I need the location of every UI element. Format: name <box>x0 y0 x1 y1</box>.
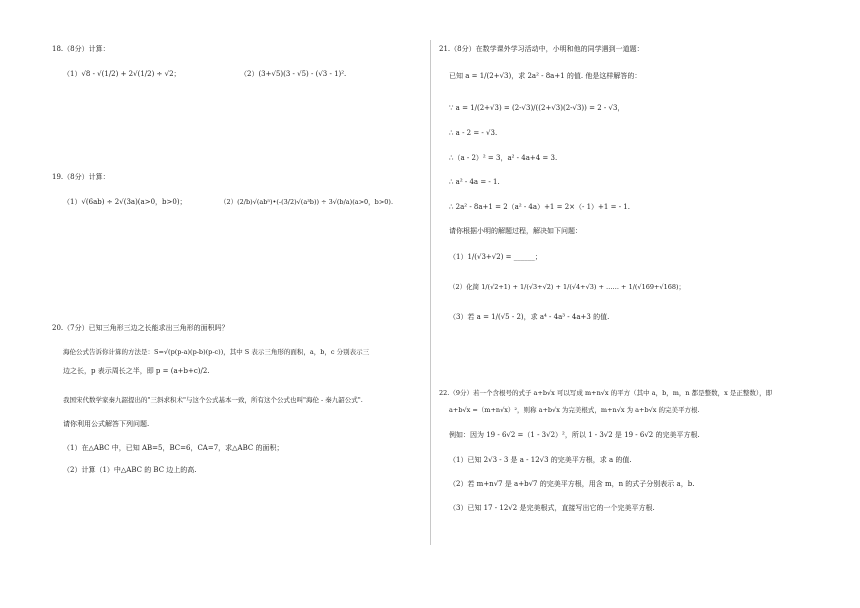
question-22-line-2: 例如：因为 19 - 6√2 =（1 - 3√2）²，所以 1 - 3√2 是 19 - 6√2 的完美平方根. <box>449 431 700 439</box>
question-22-line-4: （2）若 m+n√7 是 a+b√7 的完美平方根，用含 m，n 的式子分别表示 a，b. <box>449 480 695 488</box>
question-21-line-1: 已知 a = 1/(2+√3)，求 2a² - 8a+1 的值. 他是这样解答的： <box>449 72 642 80</box>
question-21-line-10: （3）若 a = 1/(√5 - 2)，求 a⁴ - 4a³ - 4a+3 的值. <box>449 313 610 321</box>
question-21-line-8: （1）1/(√3+√2) = ______； <box>449 253 542 261</box>
question-21-line-7: 请你根据小明的解题过程，解决如下问题： <box>449 227 582 235</box>
question-20-line-5: （1）在△ABC 中，已知 AB=5，BC=6，CA=7，求△ABC 的面积； <box>63 444 284 452</box>
right-column <box>431 0 860 608</box>
question-18-part-2: （2）(3+√5)(3 - √5) - (√3 - 1)². <box>240 70 347 78</box>
question-20-line-4: 请你利用公式解答下列问题. <box>63 420 150 428</box>
question-21-line-3: ∴ a - 2 = - √3. <box>449 129 498 137</box>
question-20-header: 20.（7分）已知三角形三边之长能求出三角形的面积吗？ <box>52 324 229 332</box>
question-20-line-3: 我国宋代数学家秦九韶提出的"三斜求积术"与这个公式基本一致，所有这个公式也叫"海伦 - 秦九韶公式". <box>63 396 363 404</box>
question-18-part-1: （1）√8 - √(1/2) + 2√(1/2) ÷ √2； <box>63 70 181 78</box>
question-22-line-5: （3）已知 17 - 12√2 是完美根式，直接写出它的一个完美平方根. <box>449 504 655 512</box>
question-21-line-5: ∴ a² - 4a = - 1. <box>449 178 500 186</box>
question-19-part-1: （1）√(6ab) ÷ 2√(3a)(a>0，b>0)； <box>63 198 187 206</box>
question-21-line-6: ∴ 2a² - 8a+1 = 2（a² - 4a）+1 = 2×（- 1）+1 = - 1. <box>449 203 630 211</box>
question-18-header: 18.（8分）计算： <box>52 45 110 53</box>
question-22-line-1: a+b√x =（m+n√x）²，则称 a+b√x 为完美根式，m+n√x 为 a+b√x 的完美平方根. <box>449 406 700 414</box>
question-21-line-9: （2）化简 1/(√2+1) + 1/(√3+√2) + 1/(√4+√3) + …… + 1/(√169+√168)； <box>449 283 686 291</box>
question-20-line-1: 海伦公式告诉你计算的方法是：S=√(p(p-a)(p-b)(p-c))，其中 S 表示三角形的面积，a，b，c 分别表示三 <box>63 348 370 356</box>
question-21-line-4: ∴（a - 2）² = 3，a² - 4a+4 = 3. <box>449 154 558 162</box>
question-20-line-2: 边之长，p 表示周长之半，即 p = (a+b+c)/2. <box>63 367 210 375</box>
question-19-header: 19.（8分）计算： <box>52 173 110 181</box>
question-19-part-2: （2）(2/b)√(ab⁵)•(-(3/2)√(a³b)) ÷ 3√(b/a)(a>0，b>0). <box>220 198 394 206</box>
question-21-header: 21.（8分）在数学课外学习活动中，小明和他的同学遇到一道题： <box>439 45 644 53</box>
question-22-line-3: （1）已知 2√3 - 3 是 a - 12√3 的完美平方根，求 a 的值. <box>449 456 632 464</box>
question-22-header: 22.（9分）若一个含根号的式子 a+b√x 可以写成 m+n√x 的平方（其中 a，b，m，n 都是整数，x 是正整数），即 <box>439 389 773 397</box>
question-21-line-2: ∵ a = 1/(2+√3) = (2-√3)/((2+√3)(2-√3)) = 2 - √3， <box>449 104 625 112</box>
question-20-line-6: （2）计算（1）中△ABC 的 BC 边上的高. <box>63 466 197 474</box>
